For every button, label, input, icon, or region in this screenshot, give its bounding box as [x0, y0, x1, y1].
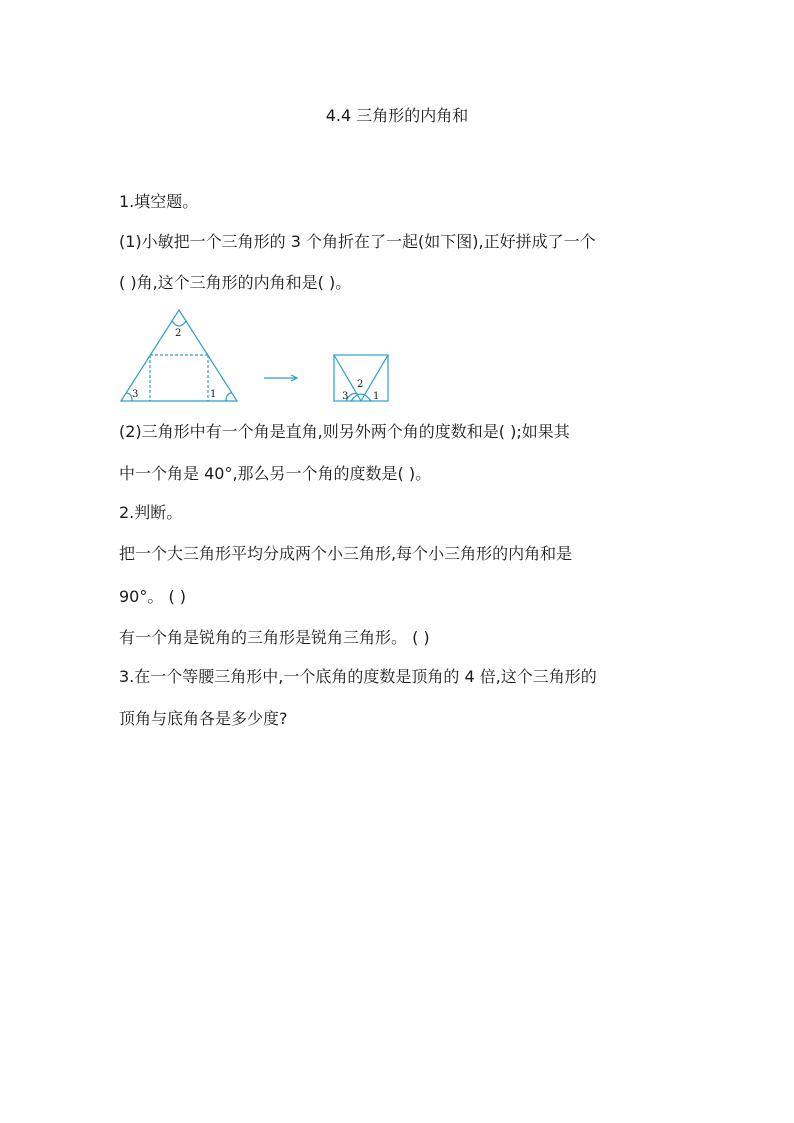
label-folded-1: 1: [373, 391, 380, 402]
q1-part1-line1: (1)小敏把一个三角形的 3 个角折在了一起(如下图),正好拼成了一个: [119, 232, 596, 251]
fold-lines: [150, 355, 208, 401]
q3-line2: 顶角与底角各是多少度?: [119, 709, 288, 728]
large-triangle: [121, 310, 237, 401]
q2-statement2: 有一个角是锐角的三角形是锐角三角形。 ( ): [119, 628, 430, 647]
label-folded-2: 2: [357, 379, 364, 390]
label-angle-1: 1: [210, 389, 217, 400]
page-title: 4.4 三角形的内角和: [325, 106, 469, 125]
folded-triangle-figure: [118, 307, 398, 405]
label-angle-3: 3: [132, 389, 139, 400]
q3-line1: 3.在一个等腰三角形中,一个底角的度数是顶角的 4 倍,这个三角形的: [119, 667, 597, 686]
q1-part1-line2: ( )角,这个三角形的内角和是( )。: [119, 273, 352, 292]
q1-part2-line1: (2)三角形中有一个角是直角,则另外两个角的度数和是( );如果其: [119, 422, 570, 441]
q2-statement1-line1: 把一个大三角形平均分成两个小三角形,每个小三角形的内角和是: [119, 544, 573, 563]
label-angle-2: 2: [175, 328, 182, 339]
angle-arc-1: [226, 393, 232, 401]
q2-statement1-line2: 90°。 ( ): [119, 587, 187, 606]
angle-arc-2: [172, 321, 186, 326]
q2-heading: 2.判断。: [119, 503, 183, 522]
q1-part2-line2: 中一个角是 40°,那么另一个角的度数是( )。: [119, 464, 432, 483]
q1-heading: 1.填空题。: [119, 192, 199, 211]
label-folded-3: 3: [342, 391, 349, 402]
